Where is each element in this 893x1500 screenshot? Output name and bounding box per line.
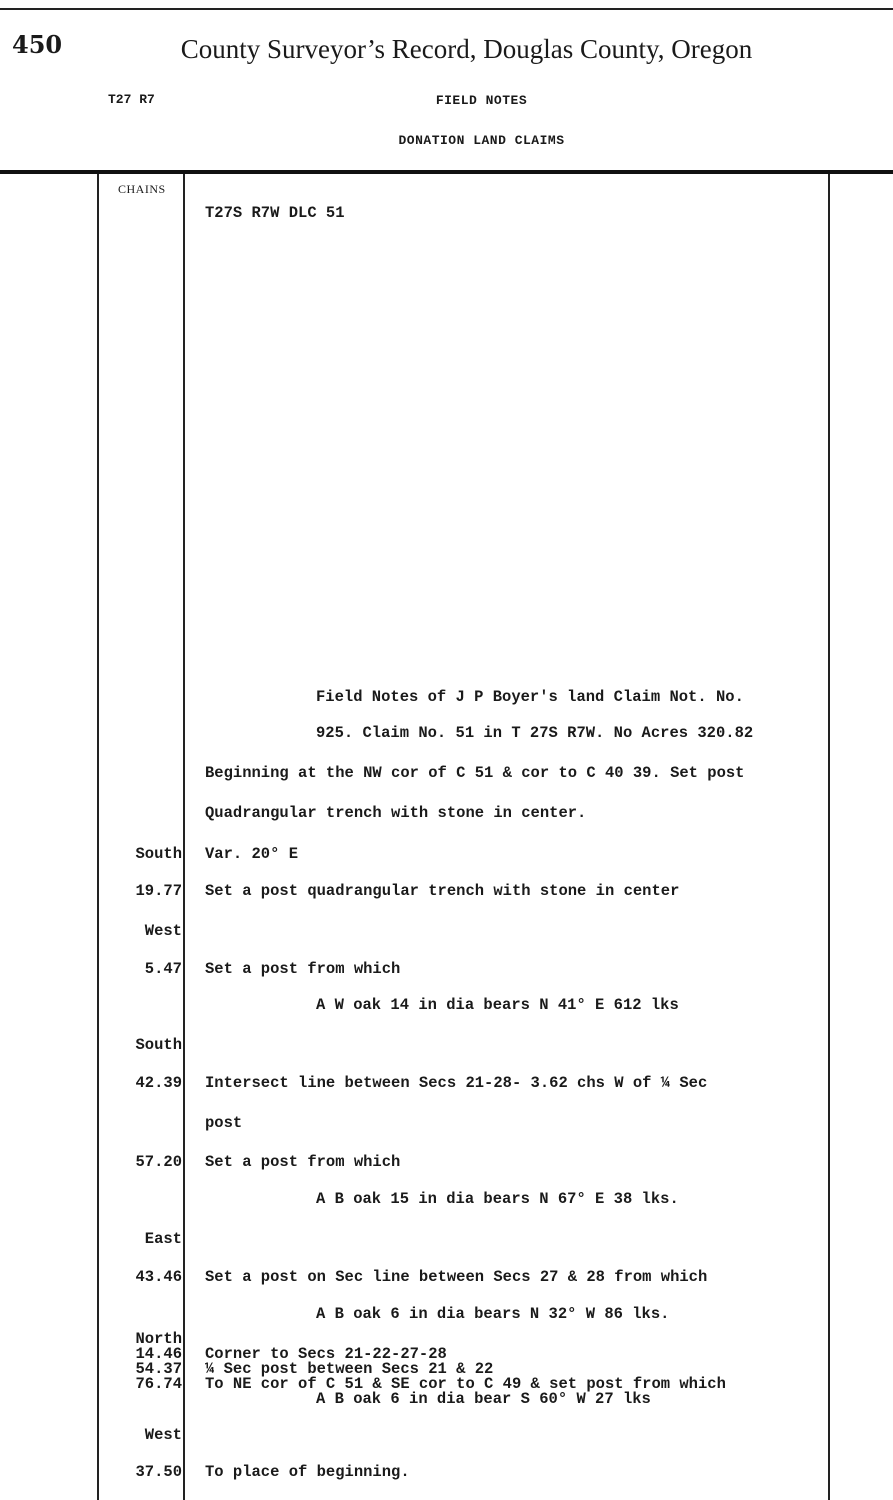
chain-value: 5.47	[144, 960, 182, 978]
chains-column-header: CHAINS	[118, 182, 166, 196]
chain-value: 19.77	[135, 882, 182, 900]
note-line: Set a post on Sec line between Secs 27 & 28 from which	[205, 1268, 708, 1286]
page-number: 450	[12, 30, 63, 59]
chain-value: West	[144, 922, 182, 940]
note-line: A B oak 15 in dia bears N 67° E 38 lks.	[316, 1190, 679, 1208]
top-rule	[0, 8, 893, 10]
claim-heading: T27S R7W DLC 51	[205, 204, 345, 222]
chain-value: South	[135, 845, 182, 863]
chain-value: 54.37	[135, 1360, 182, 1378]
section-subtitle: DONATION LAND CLAIMS	[398, 133, 565, 148]
intro-line: Beginning at the NW cor of C 51 & cor to C 40 39. Set post	[205, 764, 745, 782]
note-line: Var. 20° E	[205, 845, 299, 863]
note-line: Corner to Secs 21-22-27-28	[205, 1345, 447, 1363]
note-line: A B oak 6 in dia bears N 32° W 86 lks.	[316, 1305, 670, 1323]
section-title: FIELD NOTES	[435, 93, 528, 108]
intro-line: Quadrangular trench with stone in center.	[205, 804, 587, 822]
chain-value: East	[144, 1230, 182, 1248]
header-rule	[0, 170, 893, 174]
chain-value: 42.39	[135, 1074, 182, 1092]
note-line: Intersect line between Secs 21-28- 3.62 chs W of ¼ Sec	[205, 1074, 708, 1092]
table-left-border	[97, 174, 99, 1500]
note-line: To NE cor of C 51 & SE cor to C 49 & set post from which	[205, 1375, 726, 1393]
chains-column-divider	[183, 174, 185, 1500]
chain-value: South	[135, 1036, 182, 1054]
note-line: A W oak 14 in dia bears N 41° E 612 lks	[316, 996, 679, 1014]
table-right-border	[828, 174, 830, 1500]
chain-value: 37.50	[135, 1463, 182, 1481]
note-line: ¼ Sec post between Secs 21 & 22	[205, 1360, 494, 1378]
note-line: A B oak 6 in dia bear S 60° W 27 lks	[316, 1390, 651, 1408]
intro-line: Field Notes of J P Boyer's land Claim Not. No.	[316, 688, 744, 706]
note-line: Set a post from which	[205, 960, 401, 978]
township-range: T27 R7	[108, 92, 155, 107]
intro-line: 925. Claim No. 51 in T 27S R7W. No Acres 320.82	[316, 724, 754, 742]
chain-value: 14.46	[135, 1345, 182, 1363]
chain-value: North	[135, 1330, 182, 1348]
chain-value: West	[144, 1426, 182, 1444]
note-line: post	[205, 1114, 243, 1132]
page-title: County Surveyor’s Record, Douglas County, Oregon	[180, 34, 753, 64]
chain-value: 76.74	[135, 1375, 182, 1393]
note-line: To place of beginning.	[205, 1463, 410, 1481]
chain-value: 57.20	[135, 1153, 182, 1171]
note-line: Set a post from which	[205, 1153, 401, 1171]
note-line: Set a post quadrangular trench with stone in center	[205, 882, 680, 900]
chain-value: 43.46	[135, 1268, 182, 1286]
